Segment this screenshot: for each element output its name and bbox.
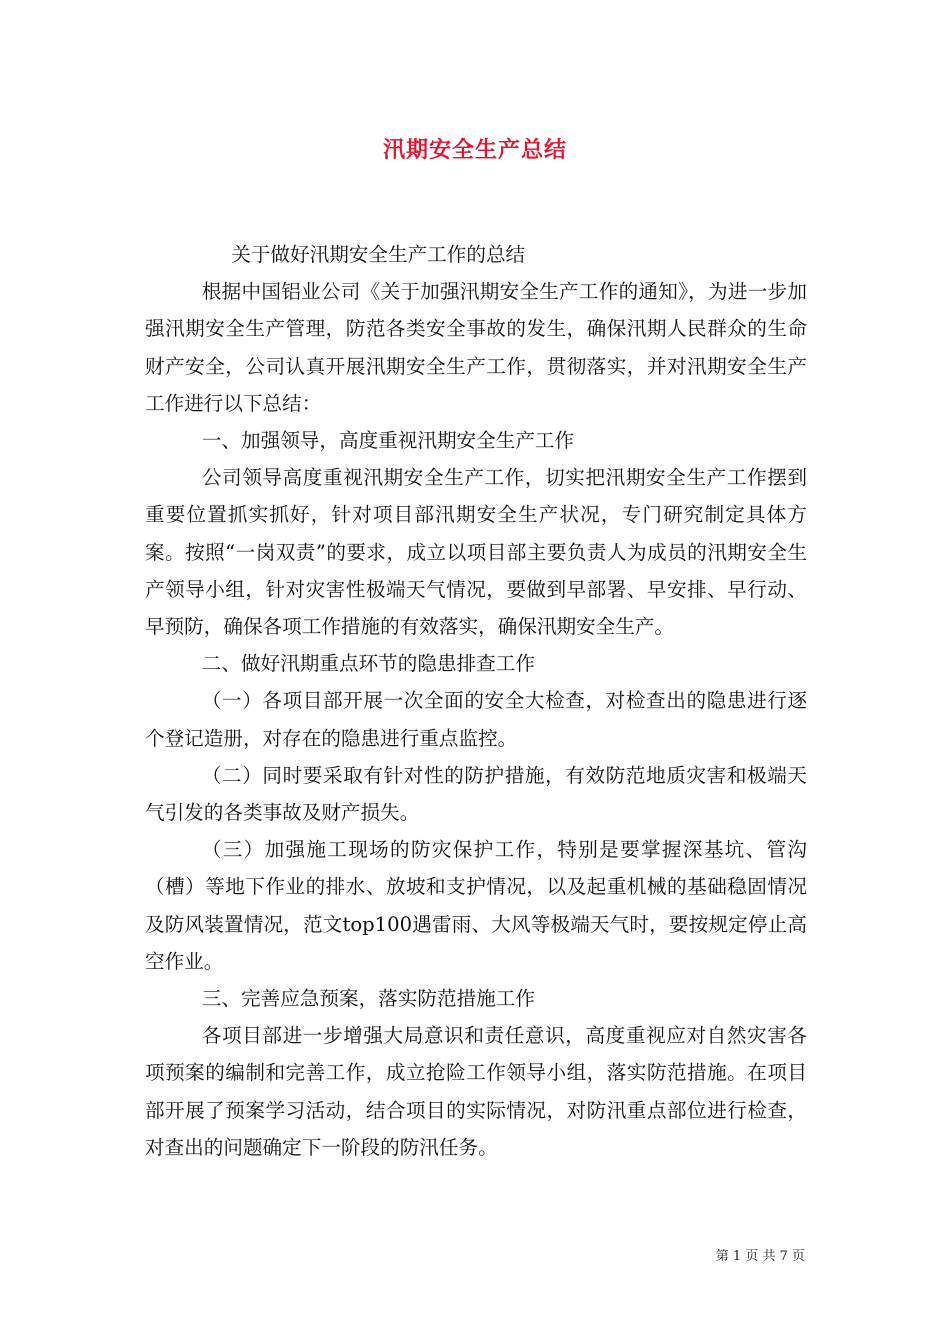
- page-number: 第 1 页 共 7 页: [715, 1249, 805, 1264]
- paragraph-intro: 根据中国铝业公司《关于加强汛期安全生产工作的通知》，为进一步加强汛期安全生产管理，防范各类安全事故的发生，确保汛期人民群众的生命财产安全，公司认真开展汛期安全生产工作，贯彻落实，并对汛期安全生产工作进行以下总结：: [145, 280, 807, 415]
- paragraph-section-1: 公司领导高度重视汛期安全生产工作，切实把汛期安全生产工作摆到重要位置抓实抓好，针对项目部汛期安全生产状况，专门研究制定具体方案。按照“一岗双责”的要求，成立以项目部主要负责人为成员的汛期安全生产领导小组，针对灾害性极端天气情况，要做到早部署、早安排、早行动、早预防，确保各项工作措施的有效落实，确保汛期安全生产。: [145, 466, 807, 639]
- section-heading-1: 一、加强领导，高度重视汛期安全生产工作: [201, 429, 575, 453]
- document-body: [145, 236, 807, 1166]
- paragraph-item-2: （二）同时要采取有针对性的防护措施，有效防范地质灾害和极端天气引发的各类事故及财产损失。: [145, 763, 807, 825]
- section-heading-2: 二、做好汛期重点环节的隐患排查工作: [201, 652, 535, 676]
- paragraph-item-1: （一）各项目部开展一次全面的安全大检查，对检查出的隐患进行逐个登记造册，对存在的隐患进行重点监控。: [145, 689, 807, 750]
- page-title: 汛期安全生产总结: [382, 137, 567, 163]
- paragraph-item-3: （三）加强施工现场的防灾保护工作，特别是要掌握深基坑、管沟（槽）等地下作业的排水、放坡和支护情况，以及起重机械的基础稳固情况及防风装置情况，范文top100遇雷雨、大风等极端天气时，要按规定停止高空作业。: [145, 838, 807, 973]
- section-heading-3: 三、完善应急预案，落实防范措施工作: [201, 987, 535, 1011]
- paragraph-section-3: 各项目部进一步增强大局意识和责任意识，高度重视应对自然灾害各项预案的编制和完善工作，成立抢险工作领导小组，落实防范措施。在项目部开展了预案学习活动，结合项目的实际情况，对防汛重点部位进行检查，对查出的问题确定下一阶段的防汛任务。: [145, 1024, 807, 1159]
- document-subtitle: 关于做好汛期安全生产工作的总结: [231, 243, 526, 266]
